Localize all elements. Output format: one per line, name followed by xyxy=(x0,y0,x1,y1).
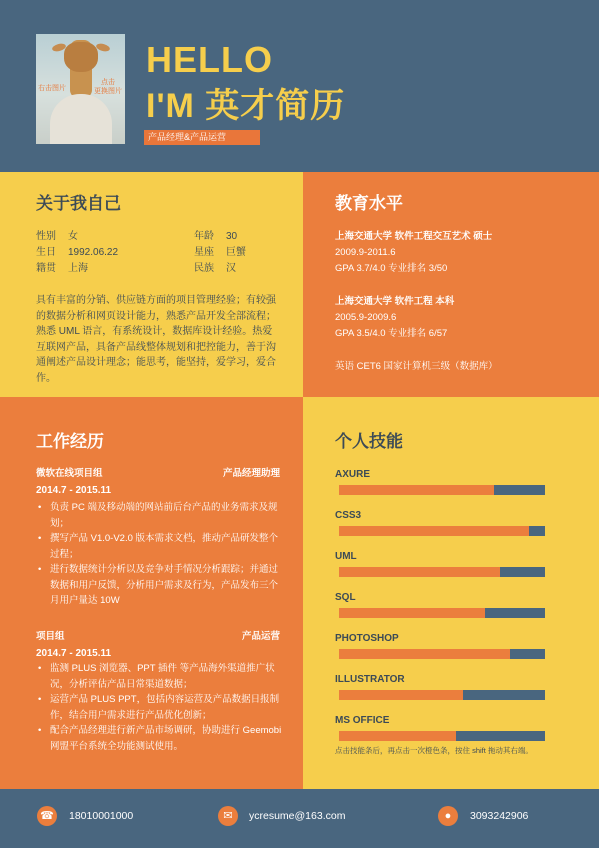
about-title: 关于我自己 xyxy=(36,194,121,213)
edu-gpa-2: GPA 3.5/4.0 专业排名 6/57 xyxy=(335,328,448,339)
phone-number[interactable]: 18010001000 xyxy=(69,810,134,822)
edu-gpa-1: GPA 3.7/4.0 专业排名 3/50 xyxy=(335,263,448,274)
job-company: 微软在线项目组 xyxy=(36,468,103,479)
skill-label: CSS3 xyxy=(335,510,362,521)
skill-bar-fill[interactable] xyxy=(339,567,500,577)
hello-heading: HELLO xyxy=(146,39,273,80)
skill-bar[interactable] xyxy=(339,567,545,577)
list-item: • 负责 PC 端及移动端的网站前后台产品的业务需求及规划； xyxy=(36,500,282,531)
info-hometown: 籍贯 上海 xyxy=(36,263,88,274)
header xyxy=(0,0,599,172)
list-item: • 监测 PLUS 浏览器、PPT 插件 等产品海外渠道推广状况，分析评估产品日常渠道数据； xyxy=(36,661,282,692)
edu-school-1: 上海交通大学 软件工程交互艺术 硕士 xyxy=(335,231,493,242)
list-item: • 配合产品经理进行新产品市场调研，协助进行 Geemobi 网盟平台系统全功能测试使用。 xyxy=(36,723,282,754)
skill-bar[interactable] xyxy=(339,485,545,495)
skills-hint: 点击技能条后，再点击一次橙色条，按住 shift 拖动其右端。 xyxy=(335,746,533,755)
skills-title: 个人技能 xyxy=(335,432,403,451)
edu-period-1: 2009.9-2011.6 xyxy=(335,247,396,258)
skill-bar-fill[interactable] xyxy=(339,731,456,741)
skill-bar-fill[interactable] xyxy=(339,608,485,618)
skill-bar-fill[interactable] xyxy=(339,690,463,700)
giraffe-body xyxy=(50,94,112,144)
job-position: 产品运营 xyxy=(241,631,280,642)
job-header-2 xyxy=(36,630,280,643)
edu-school-2: 上海交通大学 软件工程 本科 xyxy=(335,296,455,307)
profile-photo[interactable] xyxy=(36,34,125,144)
skill-label: MS OFFICE xyxy=(335,715,390,726)
qq-icon: ● xyxy=(438,806,458,826)
info-gender: 性别 女 xyxy=(36,231,78,242)
photo-hint-left: 右击图片 xyxy=(38,85,66,92)
skill-bar[interactable] xyxy=(339,731,545,741)
education-section xyxy=(303,172,599,397)
name-heading: I'M 英才简历 xyxy=(146,87,346,125)
email-address[interactable]: ycresume@163.com xyxy=(249,810,346,822)
work-section xyxy=(0,397,303,789)
list-item: • 运营产品 PLUS PPT，包括内容运营及产品数据日报制作，结合用户需求进行产品优化创新； xyxy=(36,692,282,723)
education-title: 教育水平 xyxy=(335,194,403,213)
giraffe-head xyxy=(64,42,98,72)
about-description: 具有丰富的分销、供应链方面的项目管理经验；有较强的数据分析和网页设计能力，熟悉产品开发全部流程；熟悉 UML 语言，有系统设计，数据库设计经验。热爱互联网产品，具备产品线整体规划和把控能力，善于沟通阐述产品设计理念；能思考，能坚持，爱学习，爱合作。 xyxy=(36,295,276,384)
job-header-1 xyxy=(36,467,280,480)
qq-number[interactable]: 3093242906 xyxy=(470,810,529,822)
edu-period-2: 2005.9-2009.6 xyxy=(335,312,397,323)
skill-label: ILLUSTRATOR xyxy=(335,674,405,685)
skills-section xyxy=(303,397,599,789)
photo-hint-right: 点击 更换图片 xyxy=(94,79,122,95)
info-birthday: 生日 1992.06.22 xyxy=(36,247,119,258)
footer xyxy=(0,789,599,848)
edu-certificates: 英语 CET6 国家计算机三级（数据库） xyxy=(335,361,498,372)
skill-label: PHOTOSHOP xyxy=(335,633,399,644)
job-date-2: 2014.7 - 2015.11 xyxy=(36,648,112,659)
info-age: 年龄 30 xyxy=(194,231,238,242)
work-title: 工作经历 xyxy=(36,432,104,451)
skill-bar[interactable] xyxy=(339,608,545,618)
skill-bar[interactable] xyxy=(339,690,545,700)
skill-bar-fill[interactable] xyxy=(339,485,494,495)
about-section xyxy=(0,172,303,397)
phone-icon: ☎ xyxy=(37,806,57,826)
skill-label: AXURE xyxy=(335,469,371,480)
job-duties-1 xyxy=(36,500,282,609)
skill-bar[interactable] xyxy=(339,526,545,536)
job-company: 项目组 xyxy=(36,631,65,642)
skill-bar[interactable] xyxy=(339,649,545,659)
info-ethnicity: 民族 汉 xyxy=(194,263,236,274)
list-item: • 撰写产品 V1.0-V2.0 版本需求文档，推动产品研发整个过程； xyxy=(36,531,282,562)
job-position: 产品经理助理 xyxy=(222,468,280,479)
skill-label: UML xyxy=(335,551,357,562)
mail-icon: ✉ xyxy=(218,806,238,826)
skill-bar-fill[interactable] xyxy=(339,649,510,659)
skill-bar-fill[interactable] xyxy=(339,526,529,536)
job-date-1: 2014.7 - 2015.11 xyxy=(36,485,112,496)
list-item: • 进行数据统计分析以及竞争对手情况分析跟踪；并通过数据和用户反馈，分析用户需求及行为，产品发布三个月用户量达 10W xyxy=(36,562,282,609)
skill-label: SQL xyxy=(335,592,356,603)
info-zodiac: 星座 巨蟹 xyxy=(194,247,246,258)
job-title-badge: 产品经理&产品运营 xyxy=(144,130,260,145)
job-duties-2 xyxy=(36,661,282,754)
